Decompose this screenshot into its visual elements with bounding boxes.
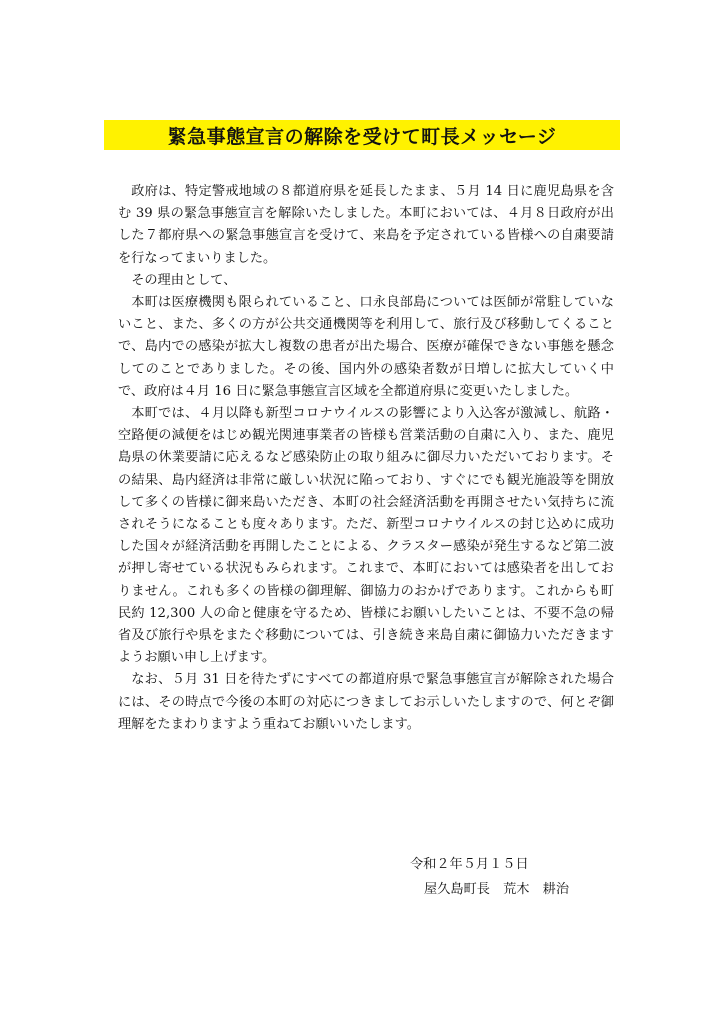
message-body xyxy=(118,181,614,736)
paragraph-2: その理由として、 xyxy=(131,272,237,288)
mayor-signature: 屋久島町長 荒木 耕治 xyxy=(424,882,570,897)
title-banner xyxy=(104,120,620,150)
signature-block xyxy=(410,852,569,902)
paragraph-4: 本町では、４月以降も新型コロナウイルスの影響により入込客が激減し、航路・空路便の減便をはじめ観光関連事業者の皆様も営業活動の自粛に入り、また、鹿児島県の休業要請に応えるなど感染防止の取り組みに御尽力いただいております。その結果、島内経済は非常に厳しい状況に陥っており、すぐにでも観光施設等を開放して多くの皆様に御来島いただき、本町の社会経済活動を再開させたい気持ちに流されそうになることも度々あります。ただ、新型コロナウイルスの封じ込めに成功した国々が経済活動を再開したことによる、クラスター感染が発生するなど第二波が押し寄せている状況もみられます。これまで、本町においては感染者を出しておりません。これも多くの皆様の御理解、御協力のおかげであります。これからも町民約 12,300 人の命と健康を守るため、皆様にお願いしたいことは、不要不急の帰省及び旅行や県をまたぐ移動については、引き続き来島自粛に御協力いただきますようお願い申し上げます。 xyxy=(118,406,614,666)
document-date: 令和２年５月１５日 xyxy=(410,857,529,872)
paragraph-3: 本町は医療機関も限られていること、口永良部島については医師が常駐していないこと、また、多くの方が公共交通機関等を利用して、旅行及び移動してくることで、島内での感染が拡大し複数の患者が出た場合、医療が確保できない事態を懸念してのことでありました。その後、国内外の感染者数が日増しに拡大していく中で、政府は４月 16 日に緊急事態宣言区域を全都道府県に変更いたしました。 xyxy=(118,295,614,399)
paragraph-1: 政府は、特定警戒地域の８都道府県を延長したまま、５月 14 日に鹿児島県を含む 39 県の緊急事態宣言を解除いたしました。本町においては、４月８日政府が出した７都府県への緊急事態宣言を受けて、来島を予定されている皆様への自粛要請を行なってまいりました。 xyxy=(118,184,614,266)
document-title: 緊急事態宣言の解除を受けて町長メッセージ xyxy=(167,125,557,148)
paragraph-5: なお、５月 31 日を待たずにすべての都道府県で緊急事態宣言が解除された場合には、その時点で今後の本町の対応につきましてお示しいたしますので、何とぞ御理解をたまわりますよう重ねてお願いいたします。 xyxy=(118,672,614,732)
